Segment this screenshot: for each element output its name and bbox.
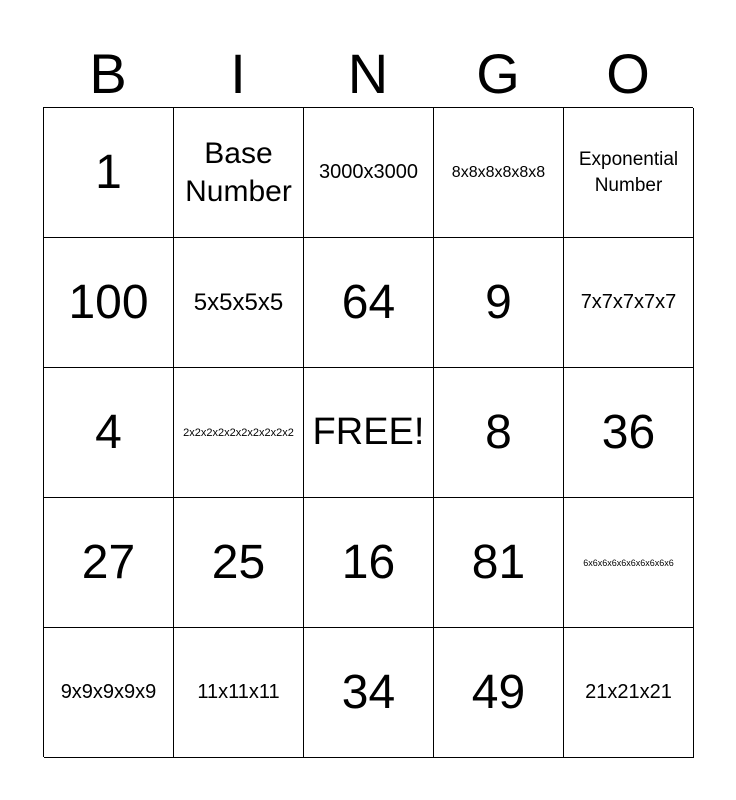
free-space: FREE! (312, 411, 425, 453)
cell-text: 1 (95, 146, 122, 199)
bingo-cell-r3-c4 (434, 368, 564, 498)
cell-text: 16 (341, 536, 396, 589)
cell-text: 9 (485, 276, 512, 329)
cell-text: 64 (341, 276, 396, 329)
bingo-cell-r4-c5 (564, 498, 694, 628)
bingo-cell-r5-c2 (174, 628, 304, 758)
bingo-cell-r2-c3 (304, 238, 434, 368)
bingo-cell-r1-c2 (174, 108, 304, 238)
bingo-cell-r5-c4 (434, 628, 564, 758)
header-letter-b: B (89, 42, 127, 105)
cell-text: 36 (601, 406, 656, 459)
header-letter-o: O (606, 42, 650, 105)
cell-text: 21x21x21 (585, 681, 672, 703)
cell-text: 4 (95, 406, 122, 459)
bingo-cell-r3-c2 (174, 368, 304, 498)
cell-text: 7x7x7x7x7 (580, 291, 677, 313)
cell-text: 2x2x2x2x2x2x2x2x2x2 (183, 426, 294, 439)
cell-text: 27 (81, 536, 136, 589)
bingo-cell-r3-c5 (564, 368, 694, 498)
cell-text: 6x6x6x6x6x6x6x6x6x6 (583, 557, 674, 568)
header-letter-n: N (347, 42, 389, 105)
bingo-cell-r1-c3 (304, 108, 434, 238)
cell-text: 5x5x5x5 (193, 288, 284, 316)
cell-text: 49 (471, 666, 526, 719)
cell-text: 9x9x9x9x9 (60, 681, 157, 703)
bingo-cell-r5-c5 (564, 628, 694, 758)
cell-text: 100 (68, 276, 149, 329)
bingo-cell-r2-c1 (44, 238, 174, 368)
cell-text: 25 (211, 536, 266, 589)
bingo-cell-r3-c3 (304, 368, 434, 498)
bingo-cell-r5-c1 (44, 628, 174, 758)
cell-text: 81 (471, 536, 526, 589)
cell-text: 8x8x8x8x8x8 (451, 163, 546, 181)
bingo-cell-r1-c1 (44, 108, 174, 238)
cell-text: Exponential Number (578, 148, 679, 196)
bingo-header (43, 40, 693, 108)
cell-text: 8 (485, 406, 512, 459)
bingo-cell-r2-c4 (434, 238, 564, 368)
cell-text: 3000x3000 (319, 161, 418, 183)
bingo-cell-r5-c3 (304, 628, 434, 758)
bingo-cell-r4-c2 (174, 498, 304, 628)
header-letter-g: G (476, 42, 520, 105)
bingo-cell-r1-c5 (564, 108, 694, 238)
bingo-cell-r4-c1 (44, 498, 174, 628)
bingo-cell-r2-c2 (174, 238, 304, 368)
cell-text: Base Number (185, 137, 292, 208)
bingo-card (43, 107, 693, 757)
bingo-cell-r4-c4 (434, 498, 564, 628)
cell-text: 11x11x11 (197, 681, 280, 703)
bingo-cell-r3-c1 (44, 368, 174, 498)
bingo-cell-r4-c3 (304, 498, 434, 628)
bingo-cell-r1-c4 (434, 108, 564, 238)
cell-text: 34 (341, 666, 396, 719)
header-letter-i: I (230, 42, 246, 105)
bingo-cell-r2-c5 (564, 238, 694, 368)
